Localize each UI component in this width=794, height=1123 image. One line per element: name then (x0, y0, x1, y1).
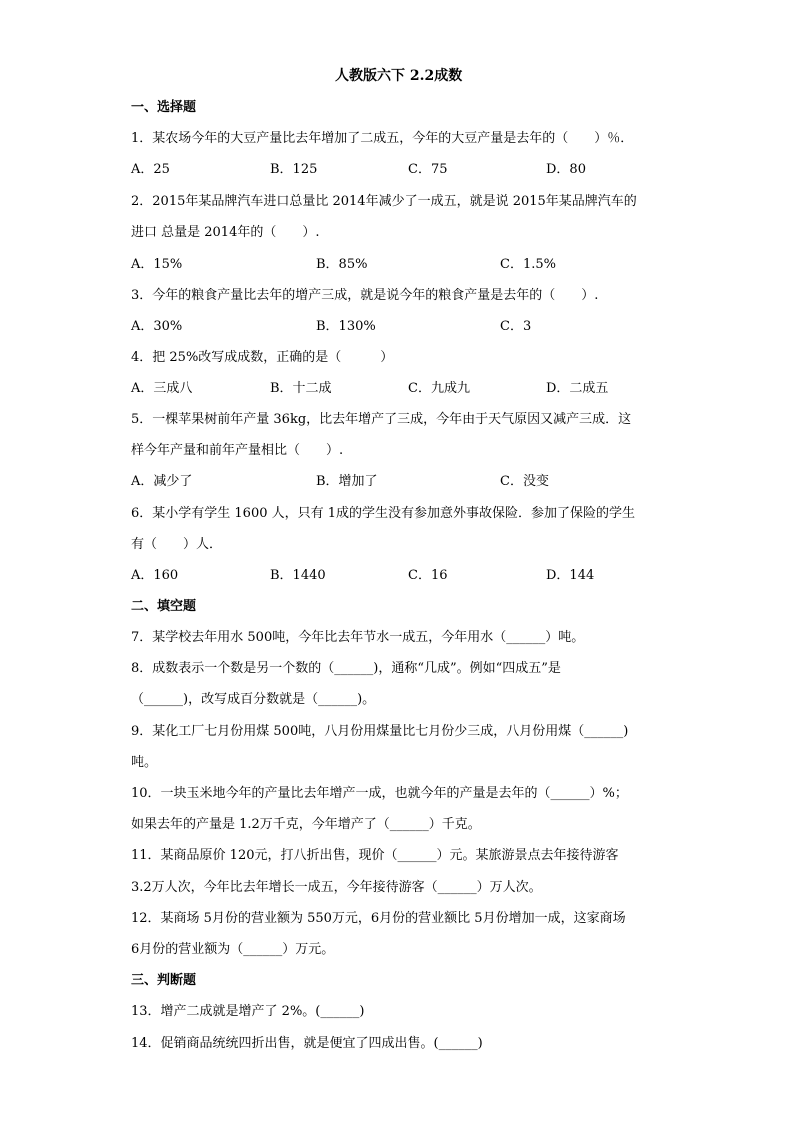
question-5-line1: 5．一棵苹果树前年产量 36kg，比去年增产了三成，今年由于天气原因又减产三成．这 (131, 412, 632, 427)
q1-option-a: A．25 (131, 162, 170, 177)
question-5-line2: 样今年产量和前年产量相比（ ）. (131, 443, 344, 458)
question-10-line1: 10．一块玉米地今年的产量比去年增产一成，也就今年的产量是去年的（______）%； (131, 786, 628, 801)
q3-option-a: A．30% (131, 319, 183, 334)
question-2-line2: 进口 总量是 2014年的（ ）. (131, 225, 320, 240)
q4-option-b: B．十二成 (270, 381, 332, 396)
q1-option-c: C．75 (408, 162, 448, 177)
question-7: 7．某学校去年用水 500吨，今年比去年节水一成五，今年用水（______）吨。 (131, 630, 585, 645)
question-13: 13．增产二成就是增产了 2%。(______) (131, 1004, 365, 1019)
q5-option-b: B．增加了 (316, 474, 378, 489)
question-4: 4．把 25%改写成成数，正确的是（ ） (131, 350, 394, 365)
question-8-line2: （______)，改写成百分数就是（______)。 (131, 692, 376, 707)
q3-option-c: C．3 (500, 319, 532, 334)
question-9-line1: 9．某化工厂七月份用煤 500吨，八月份用煤量比七月份少三成，八月份用煤（______) (131, 724, 629, 739)
question-2-line1: 2．2015年某品牌汽车进口总量比 2014年减少了一成五，就是说 2015年某品牌汽车的 (131, 194, 637, 209)
section-heading-choice: 一、选择题 (131, 100, 197, 115)
q6-option-c: C．16 (408, 568, 448, 583)
question-6-line1: 6．某小学有学生 1600 人，只有 1成的学生没有参加意外事故保险．参加了保险的学生 (131, 506, 636, 521)
q5-option-c: C．没变 (500, 474, 549, 489)
q2-option-c: C．1.5% (500, 257, 556, 272)
question-11-line1: 11．某商品原价 120元，打八折出售，现价（______）元。某旅游景点去年接待游客 (131, 848, 619, 863)
q5-option-a: A．减少了 (131, 474, 193, 489)
page-title: 人教版六下 2.2成数 (335, 68, 463, 84)
question-10-line2: 如果去年的产量是 1.2万千克，今年增产了（______）千克。 (131, 817, 481, 832)
q4-option-a: A．三成八 (131, 381, 193, 396)
q6-option-a: A．160 (131, 568, 179, 583)
question-12-line2: 6月份的营业额为（______）万元。 (131, 942, 335, 957)
question-1: 1．某农场今年的大豆产量比去年增加了二成五，今年的大豆产量是去年的（ ）％． (131, 131, 634, 146)
q1-option-b: B．125 (270, 162, 318, 177)
question-3: 3．今年的粮食产量比去年的增产三成，就是说今年的粮食产量是去年的（ ）. (131, 288, 599, 303)
question-14: 14．促销商品统统四折出售，就是便宜了四成出售。(______) (131, 1036, 483, 1051)
question-11-line2: 3.2万人次，今年比去年增长一成五，今年接待游客（______）万人次。 (131, 880, 542, 895)
q6-option-d: D．144 (546, 568, 595, 583)
question-8-line1: 8．成数表示一个数是另一个数的（______)，通称“几成”。例如“四成五”是 (131, 661, 561, 676)
question-12-line1: 12．某商场 5月份的营业额为 550万元，6月份的营业额比 5月份增加一成，这家商场 (131, 911, 626, 926)
section-heading-fill: 二、填空题 (131, 599, 197, 614)
q2-option-b: B．85% (316, 257, 368, 272)
q2-option-a: A．15% (131, 257, 183, 272)
question-9-line2: 吨。 (131, 755, 158, 770)
section-heading-judge: 三、判断题 (131, 973, 197, 988)
q3-option-b: B．130% (316, 319, 376, 334)
q6-option-b: B．1440 (270, 568, 326, 583)
q4-option-d: D．二成五 (546, 381, 609, 396)
question-6-line2: 有（ ）人． (131, 537, 223, 552)
q4-option-c: C．九成九 (408, 381, 470, 396)
q1-option-d: D．80 (546, 162, 586, 177)
